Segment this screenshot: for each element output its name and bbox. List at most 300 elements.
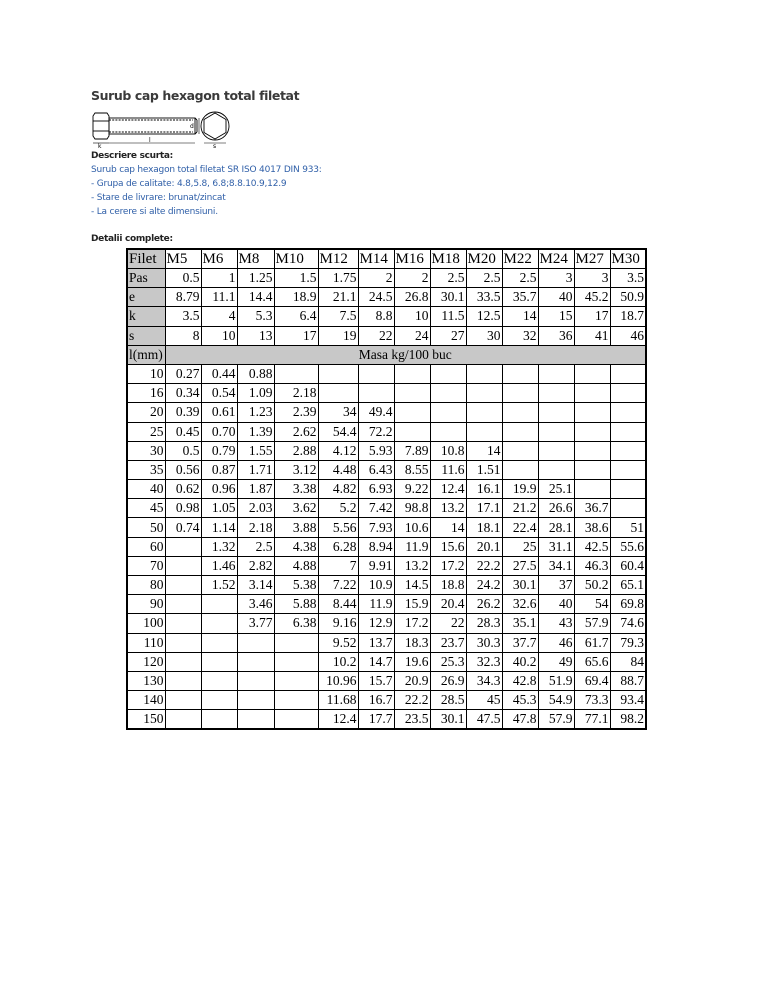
mass-cell (165, 537, 201, 556)
mass-cell: 0.45 (165, 422, 201, 441)
mass-cell: 74.6 (610, 614, 646, 633)
mass-cell: 10.9 (358, 576, 394, 595)
s-label: s (213, 143, 217, 149)
mass-cell: 24.2 (466, 576, 502, 595)
mass-cell: 42.5 (574, 537, 610, 556)
mass-cell: 14 (466, 441, 502, 460)
mass-cell: 10.2 (318, 652, 358, 671)
mass-cell: 73.3 (574, 691, 610, 710)
table-row (127, 595, 646, 614)
mass-cell: 28.5 (430, 691, 466, 710)
mass-cell: 1.55 (237, 441, 274, 460)
mass-cell (610, 460, 646, 479)
table-cell: 8 (165, 326, 201, 345)
mass-cell: 0.61 (201, 403, 237, 422)
table-cell: 2.5 (466, 269, 502, 288)
mass-cell: 3.46 (237, 595, 274, 614)
mass-cell: 34.1 (538, 556, 574, 575)
column-header: M6 (201, 249, 237, 269)
mass-cell: 6.43 (358, 460, 394, 479)
mass-cell: 5.56 (318, 518, 358, 537)
table-cell: 12.5 (466, 307, 502, 326)
mass-cell: 0.5 (165, 441, 201, 460)
mass-header-row (127, 345, 646, 364)
mass-cell: 6.28 (318, 537, 358, 556)
mass-cell (466, 422, 502, 441)
column-header: M18 (430, 249, 466, 269)
mass-cell: 9.91 (358, 556, 394, 575)
mass-cell: 8.44 (318, 595, 358, 614)
mass-cell: 1.46 (201, 556, 237, 575)
mass-cell: 4.88 (274, 556, 318, 575)
mass-cell: 17.2 (394, 614, 430, 633)
column-header: M30 (610, 249, 646, 269)
mass-cell: 79.3 (610, 633, 646, 652)
length-cell: 45 (127, 499, 165, 518)
mass-cell (358, 364, 394, 383)
mass-cell (610, 364, 646, 383)
mass-cell: 19.9 (502, 480, 538, 499)
table-row (127, 480, 646, 499)
table-cell: 17 (574, 307, 610, 326)
table-row (127, 460, 646, 479)
mass-cell: 0.88 (237, 364, 274, 383)
mass-cell: 13.2 (430, 499, 466, 518)
mass-cell (237, 671, 274, 690)
mass-cell (318, 364, 358, 383)
mass-cell: 30.3 (466, 633, 502, 652)
mass-cell: 15.6 (430, 537, 466, 556)
mass-cell: 2.88 (274, 441, 318, 460)
table-cell: 17 (274, 326, 318, 345)
mass-cell: 26.9 (430, 671, 466, 690)
table-cell: 3.5 (165, 307, 201, 326)
table-cell: 19 (318, 326, 358, 345)
table-cell: 33.5 (466, 288, 502, 307)
mass-cell (201, 633, 237, 652)
mass-cell: 57.9 (538, 710, 574, 730)
mass-cell: 10.96 (318, 671, 358, 690)
mass-cell: 17.2 (430, 556, 466, 575)
row-label: k (127, 307, 165, 326)
mass-cell: 3.77 (237, 614, 274, 633)
table-row (127, 269, 646, 288)
mass-cell: 0.70 (201, 422, 237, 441)
length-cell: 20 (127, 403, 165, 422)
mass-cell (538, 364, 574, 383)
row-label: Pas (127, 269, 165, 288)
mass-header: Masa kg/100 buc (165, 345, 646, 364)
length-header: l(mm) (127, 345, 165, 364)
mass-cell (274, 691, 318, 710)
mass-cell: 17.1 (466, 499, 502, 518)
mass-cell: 5.88 (274, 595, 318, 614)
length-cell: 140 (127, 691, 165, 710)
mass-cell: 49 (538, 652, 574, 671)
mass-cell: 21.2 (502, 499, 538, 518)
mass-cell: 17.7 (358, 710, 394, 730)
mass-cell: 26.6 (538, 499, 574, 518)
mass-cell: 35.1 (502, 614, 538, 633)
mass-cell (237, 652, 274, 671)
table-cell: 6.4 (274, 307, 318, 326)
mass-cell: 22 (430, 614, 466, 633)
mass-cell: 7 (318, 556, 358, 575)
table-cell: 21.1 (318, 288, 358, 307)
description-line: - La cerere si alte dimensiuni. (91, 207, 218, 217)
mass-cell: 37 (538, 576, 574, 595)
mass-cell (237, 691, 274, 710)
mass-cell: 0.62 (165, 480, 201, 499)
table-cell: 46 (610, 326, 646, 345)
mass-cell: 3.38 (274, 480, 318, 499)
mass-cell: 1.51 (466, 460, 502, 479)
mass-cell: 40 (538, 595, 574, 614)
mass-cell (394, 422, 430, 441)
mass-cell: 49.4 (358, 403, 394, 422)
mass-cell: 69.8 (610, 595, 646, 614)
table-cell: 13 (237, 326, 274, 345)
mass-cell: 46 (538, 633, 574, 652)
table-cell: 50.9 (610, 288, 646, 307)
mass-cell: 1.39 (237, 422, 274, 441)
mass-cell: 72.2 (358, 422, 394, 441)
mass-cell: 1.71 (237, 460, 274, 479)
length-cell: 100 (127, 614, 165, 633)
mass-cell: 1.52 (201, 576, 237, 595)
mass-cell: 61.7 (574, 633, 610, 652)
mass-cell: 37.7 (502, 633, 538, 652)
mass-cell (430, 403, 466, 422)
mass-cell: 0.56 (165, 460, 201, 479)
mass-cell: 13.2 (394, 556, 430, 575)
table-cell: 3.5 (610, 269, 646, 288)
mass-cell: 7.89 (394, 441, 430, 460)
table-row (127, 576, 646, 595)
mass-cell (165, 710, 201, 730)
table-row (127, 384, 646, 403)
mass-cell: 42.8 (502, 671, 538, 690)
mass-cell (165, 633, 201, 652)
mass-cell (574, 480, 610, 499)
mass-cell: 34 (318, 403, 358, 422)
length-cell: 70 (127, 556, 165, 575)
mass-cell (502, 460, 538, 479)
table-cell: 27 (430, 326, 466, 345)
mass-cell: 51.9 (538, 671, 574, 690)
mass-cell: 55.6 (610, 537, 646, 556)
length-cell: 90 (127, 595, 165, 614)
table-cell: 2.5 (502, 269, 538, 288)
mass-cell: 1.87 (237, 480, 274, 499)
table-cell: 7.5 (318, 307, 358, 326)
mass-cell: 54 (574, 595, 610, 614)
mass-cell (165, 691, 201, 710)
table-cell: 3 (538, 269, 574, 288)
mass-cell: 20.1 (466, 537, 502, 556)
table-cell: 24 (394, 326, 430, 345)
table-cell: 11.5 (430, 307, 466, 326)
mass-cell (201, 691, 237, 710)
mass-cell: 20.4 (430, 595, 466, 614)
table-cell: 40 (538, 288, 574, 307)
d-label: d (190, 123, 194, 130)
mass-cell: 8.94 (358, 537, 394, 556)
mass-cell: 57.9 (574, 614, 610, 633)
mass-cell: 3.62 (274, 499, 318, 518)
mass-cell (538, 384, 574, 403)
table-cell: 36 (538, 326, 574, 345)
mass-cell: 30.1 (502, 576, 538, 595)
length-cell: 30 (127, 441, 165, 460)
mass-cell: 50.2 (574, 576, 610, 595)
table-row (127, 499, 646, 518)
column-header: M22 (502, 249, 538, 269)
table-cell: 10 (394, 307, 430, 326)
details-label: Detalii complete: (91, 234, 173, 244)
mass-cell (201, 595, 237, 614)
table-cell: 2.5 (430, 269, 466, 288)
mass-cell (201, 710, 237, 730)
mass-cell: 0.79 (201, 441, 237, 460)
mass-cell (610, 499, 646, 518)
mass-cell (274, 671, 318, 690)
mass-cell (538, 460, 574, 479)
mass-cell (610, 403, 646, 422)
mass-cell: 10.8 (430, 441, 466, 460)
mass-cell: 40.2 (502, 652, 538, 671)
mass-cell: 8.55 (394, 460, 430, 479)
table-row (127, 441, 646, 460)
mass-cell: 5.2 (318, 499, 358, 518)
mass-cell: 3.14 (237, 576, 274, 595)
length-cell: 120 (127, 652, 165, 671)
mass-cell: 11.9 (358, 595, 394, 614)
mass-cell (201, 671, 237, 690)
mass-cell: 2.18 (237, 518, 274, 537)
table-cell: 1.75 (318, 269, 358, 288)
table-cell: 15 (538, 307, 574, 326)
description-label: Descriere scurta: (91, 151, 173, 161)
mass-cell (165, 595, 201, 614)
mass-cell (538, 422, 574, 441)
mass-cell (574, 422, 610, 441)
table-row (127, 691, 646, 710)
mass-cell (165, 671, 201, 690)
mass-cell: 0.74 (165, 518, 201, 537)
table-cell: 32 (502, 326, 538, 345)
mass-cell: 12.9 (358, 614, 394, 633)
mass-cell: 22.2 (394, 691, 430, 710)
mass-cell: 4.48 (318, 460, 358, 479)
mass-cell: 15.9 (394, 595, 430, 614)
mass-cell (538, 441, 574, 460)
table-row (127, 537, 646, 556)
mass-cell: 7.93 (358, 518, 394, 537)
column-header: M20 (466, 249, 502, 269)
mass-cell: 93.4 (610, 691, 646, 710)
mass-cell: 60.4 (610, 556, 646, 575)
mass-cell: 7.42 (358, 499, 394, 518)
page-title: Surub cap hexagon total filetat (91, 88, 300, 103)
mass-cell: 12.4 (318, 710, 358, 730)
mass-cell: 15.7 (358, 671, 394, 690)
length-cell: 40 (127, 480, 165, 499)
spec-table (126, 248, 647, 730)
table-cell: 14 (502, 307, 538, 326)
table-cell: 4 (201, 307, 237, 326)
mass-cell: 54.4 (318, 422, 358, 441)
column-header: M12 (318, 249, 358, 269)
length-cell: 130 (127, 671, 165, 690)
mass-cell (201, 652, 237, 671)
mass-cell (466, 364, 502, 383)
table-cell: 18.9 (274, 288, 318, 307)
table-cell: 2 (394, 269, 430, 288)
mass-cell (394, 403, 430, 422)
mass-cell: 7.22 (318, 576, 358, 595)
table-row (127, 614, 646, 633)
mass-cell (274, 633, 318, 652)
mass-cell: 25 (502, 537, 538, 556)
table-row (127, 326, 646, 345)
column-header-thread: Filet (127, 249, 165, 269)
table-cell: 5.3 (237, 307, 274, 326)
mass-cell: 14.5 (394, 576, 430, 595)
mass-cell (538, 403, 574, 422)
mass-cell (502, 364, 538, 383)
column-header: M10 (274, 249, 318, 269)
mass-cell: 38.6 (574, 518, 610, 537)
table-row (127, 518, 646, 537)
table-cell: 35.7 (502, 288, 538, 307)
row-label: e (127, 288, 165, 307)
mass-cell (165, 614, 201, 633)
mass-cell: 0.87 (201, 460, 237, 479)
mass-cell (430, 384, 466, 403)
mass-cell: 69.4 (574, 671, 610, 690)
mass-cell: 22.4 (502, 518, 538, 537)
table-row (127, 633, 646, 652)
mass-cell: 0.27 (165, 364, 201, 383)
mass-cell: 54.9 (538, 691, 574, 710)
mass-cell: 0.44 (201, 364, 237, 383)
k-label: k (98, 143, 102, 149)
mass-cell: 2.03 (237, 499, 274, 518)
mass-cell (502, 441, 538, 460)
mass-cell (165, 576, 201, 595)
row-label: s (127, 326, 165, 345)
mass-cell: 20.9 (394, 671, 430, 690)
table-cell: 8.79 (165, 288, 201, 307)
mass-cell: 0.54 (201, 384, 237, 403)
mass-cell: 12.4 (430, 480, 466, 499)
table-cell: 30.1 (430, 288, 466, 307)
table-row (127, 671, 646, 690)
mass-cell: 9.16 (318, 614, 358, 633)
mass-cell: 10.6 (394, 518, 430, 537)
mass-cell (574, 364, 610, 383)
length-cell: 35 (127, 460, 165, 479)
mass-cell (502, 422, 538, 441)
mass-cell: 23.5 (394, 710, 430, 730)
mass-cell (466, 384, 502, 403)
mass-cell: 84 (610, 652, 646, 671)
table-cell: 3 (574, 269, 610, 288)
column-header: M16 (394, 249, 430, 269)
length-cell: 25 (127, 422, 165, 441)
mass-cell (502, 403, 538, 422)
length-cell: 50 (127, 518, 165, 537)
table-cell: 1 (201, 269, 237, 288)
mass-cell: 18.1 (466, 518, 502, 537)
mass-cell: 30.1 (430, 710, 466, 730)
mass-cell: 25.1 (538, 480, 574, 499)
table-cell: 11.1 (201, 288, 237, 307)
mass-cell: 43 (538, 614, 574, 633)
mass-cell: 3.88 (274, 518, 318, 537)
column-header: M5 (165, 249, 201, 269)
table-row (127, 652, 646, 671)
table-cell: 1.25 (237, 269, 274, 288)
mass-cell: 9.52 (318, 633, 358, 652)
mass-cell (610, 384, 646, 403)
mass-cell: 2.5 (237, 537, 274, 556)
mass-cell: 16.7 (358, 691, 394, 710)
table-row (127, 710, 646, 730)
mass-cell: 0.34 (165, 384, 201, 403)
mass-cell (574, 384, 610, 403)
table-cell: 14.4 (237, 288, 274, 307)
mass-cell: 1.14 (201, 518, 237, 537)
mass-cell: 77.1 (574, 710, 610, 730)
mass-cell (466, 403, 502, 422)
mass-cell: 32.6 (502, 595, 538, 614)
mass-cell (574, 403, 610, 422)
mass-cell (318, 384, 358, 403)
mass-cell: 3.12 (274, 460, 318, 479)
mass-cell: 34.3 (466, 671, 502, 690)
bolt-end-view (201, 112, 229, 143)
length-cell: 10 (127, 364, 165, 383)
table-row (127, 364, 646, 383)
mass-cell: 5.38 (274, 576, 318, 595)
mass-cell: 98.2 (610, 710, 646, 730)
mass-cell: 65.6 (574, 652, 610, 671)
mass-cell: 0.96 (201, 480, 237, 499)
description-line: - Stare de livrare: brunat/zincat (91, 193, 226, 203)
mass-cell (430, 422, 466, 441)
table-row (127, 422, 646, 441)
mass-cell: 2.62 (274, 422, 318, 441)
mass-cell (610, 480, 646, 499)
table-cell: 24.5 (358, 288, 394, 307)
mass-cell (430, 364, 466, 383)
mass-cell: 31.1 (538, 537, 574, 556)
mass-cell: 26.2 (466, 595, 502, 614)
mass-cell (574, 460, 610, 479)
mass-cell (165, 652, 201, 671)
table-row (127, 403, 646, 422)
mass-cell: 14 (430, 518, 466, 537)
mass-cell: 32.3 (466, 652, 502, 671)
mass-cell: 98.8 (394, 499, 430, 518)
mass-cell: 9.22 (394, 480, 430, 499)
mass-cell: 13.7 (358, 633, 394, 652)
mass-cell: 11.68 (318, 691, 358, 710)
table-cell: 10 (201, 326, 237, 345)
table-cell: 18.7 (610, 307, 646, 326)
